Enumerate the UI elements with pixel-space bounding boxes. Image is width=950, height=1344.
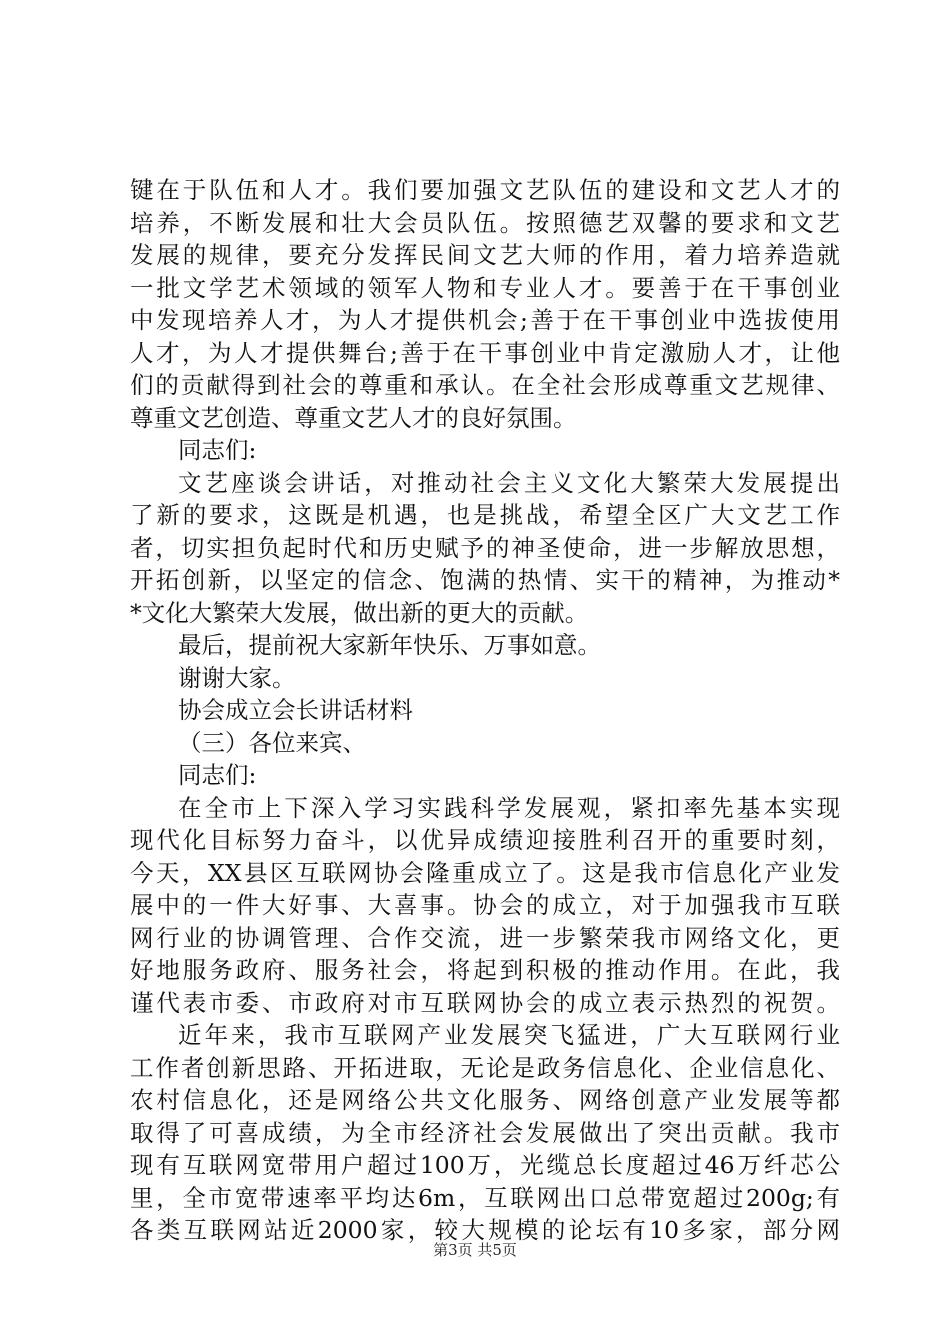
text-line: 农村信息化，还是网络公共文化服务、网络创意产业发展等都: [130, 1086, 840, 1114]
text-line: 最后，提前祝大家新年快乐、万事如意。: [178, 631, 601, 659]
text-line: 者，切实担负起时代和历史赋予的神圣使命，进一步解放思想，: [130, 533, 840, 562]
page-footer: [0, 1240, 950, 1260]
text-line: 开拓创新，以坚定的信念、饱满的热情、实干的精神，为推动*: [130, 566, 840, 594]
text-line: 文艺座谈会讲话，对推动社会主义文化大繁荣大发展提出: [178, 468, 840, 497]
text-line: 展中的一件大好事、大喜事。协会的成立，对于加强我市互联: [130, 891, 840, 919]
text-line: 近年来，我市互联网产业发展突飞猛进，广大互联网行业: [178, 1021, 840, 1049]
text-line: 现有互联网宽带用户超过100万，光缆总长度超过46万纤芯公: [130, 1151, 840, 1179]
text-line: 们的贡献得到社会的尊重和承认。在全社会形成尊重文艺规律、: [130, 371, 840, 399]
text-line: 了新的要求，这既是机遇，也是挑战，希望全区广大文艺工作: [130, 501, 840, 529]
text-line: 网行业的协调管理、合作交流，进一步繁荣我市网络文化，更: [130, 923, 840, 952]
text-line: *文化大繁荣大发展，做出新的更大的贡献。: [130, 598, 589, 627]
page-number-label: 第3页 共5页: [433, 1241, 517, 1259]
text-line: 现代化目标努力奋斗，以优异成绩迎接胜利召开的重要时刻，: [130, 826, 840, 854]
text-line: 谢谢大家。: [178, 663, 296, 692]
text-line: 中发现培养人才，为人才提供机会;善于在干事创业中选拔使用: [130, 306, 840, 334]
text-line: 各类互联网站近2000家，较大规模的论坛有10多家，部分网: [130, 1216, 840, 1244]
document-body: [130, 174, 840, 1247]
text-line: 谨代表市委、市政府对市互联网协会的成立表示热烈的祝贺。: [130, 988, 840, 1017]
text-line: 一批文学艺术领域的领军人物和专业人才。要善于在干事创业: [130, 273, 840, 302]
text-line: 培养，不断发展和壮大会员队伍。按照德艺双馨的要求和文艺: [130, 208, 840, 237]
text-line: 里，全市宽带速率平均达6m，互联网出口总带宽超过200g;有: [130, 1183, 840, 1212]
text-line: 取得了可喜成绩，为全市经济社会发展做出了突出贡献。我市: [130, 1118, 840, 1147]
text-line: 同志们:: [178, 761, 257, 789]
text-line: 同志们:: [178, 436, 257, 464]
text-line: 尊重文艺创造、尊重文艺人才的良好氛围。: [130, 403, 577, 432]
text-line: 协会成立会长讲话材料: [178, 696, 413, 724]
text-line: 好地服务政府、服务社会，将起到积极的推动作用。在此，我: [130, 956, 840, 984]
text-line: （三）各位来宾、: [178, 728, 366, 757]
text-line: 工作者创新思路、开拓进取，无论是政务信息化、企业信息化、: [130, 1053, 840, 1082]
text-line: 在全市上下深入学习实践科学发展观，紧扣率先基本实现: [178, 793, 840, 822]
text-line: 键在于队伍和人才。我们要加强文艺队伍的建设和文艺人才的: [130, 176, 840, 204]
text-line: 发展的规律，要充分发挥民间文艺大师的作用，着力培养造就: [130, 241, 840, 269]
text-line: 今天，XX县区互联网协会隆重成立了。这是我市信息化产业发: [130, 858, 840, 887]
text-line: 人才，为人才提供舞台;善于在干事创业中肯定激励人才，让他: [130, 338, 840, 367]
